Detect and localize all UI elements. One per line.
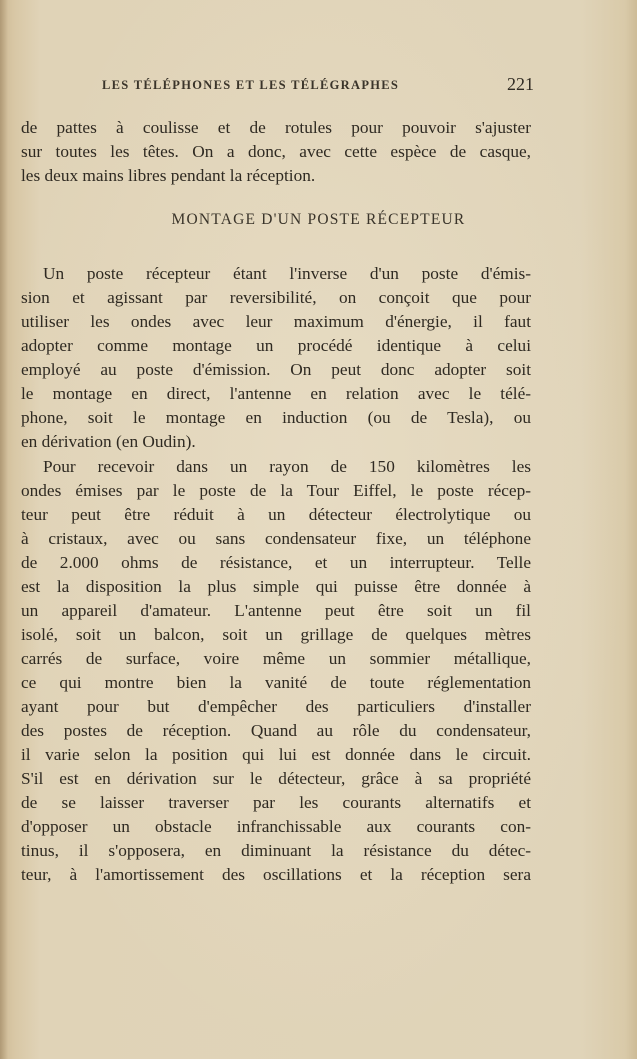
text-line: en dérivation (en Oudin). bbox=[21, 432, 196, 451]
text-line: de se laisser traverser par les courants alternatifs et bbox=[21, 793, 531, 812]
page-number: 221 bbox=[507, 74, 534, 94]
text-line: d'opposer un obstacle infranchissable aux courants con- bbox=[21, 817, 531, 836]
text-line: les deux mains libres pendant la réception. bbox=[21, 166, 316, 185]
text-line: tinus, il s'opposera, en diminuant la résistance du détec- bbox=[21, 841, 531, 860]
running-head: LES TÉLÉPHONES ET LES TÉLÉGRAPHES bbox=[102, 78, 400, 92]
text-line: S'il est en dérivation sur le détecteur, grâce à sa propriété bbox=[21, 769, 531, 788]
text-line: carrés de surface, voire même un sommier métallique, bbox=[21, 649, 531, 668]
text-line: sur toutes les têtes. On a donc, avec cette espèce de casque, bbox=[21, 142, 531, 161]
text-line: de 2.000 ohms de résistance, et un interrupteur. Telle bbox=[21, 553, 531, 572]
section-heading: MONTAGE D'UN POSTE RÉCEPTEUR bbox=[171, 211, 466, 228]
text-line: Un poste récepteur étant l'inverse d'un poste d'émis- bbox=[43, 264, 531, 283]
text-line: des postes de réception. Quand au rôle du condensateur, bbox=[21, 721, 531, 740]
text-line: Pour recevoir dans un rayon de 150 kilomètres les bbox=[43, 457, 531, 476]
text-line: ondes émises par le poste de la Tour Eiffel, le poste récep- bbox=[21, 481, 531, 500]
page-gutter-shadow bbox=[0, 0, 8, 1059]
text-line: le montage en direct, l'antenne en relation avec le télé- bbox=[21, 384, 531, 403]
text-line: de pattes à coulisse et de rotules pour pouvoir s'ajuster bbox=[21, 118, 531, 137]
text-line: un appareil d'amateur. L'antenne peut être soit un fil bbox=[21, 601, 531, 620]
text-line: employé au poste d'émission. On peut donc adopter soit bbox=[21, 360, 531, 379]
text-line: phone, soit le montage en induction (ou de Tesla), ou bbox=[21, 408, 531, 427]
text-line: teur peut être réduit à un détecteur électrolytique ou bbox=[21, 505, 531, 524]
text-line: adopter comme montage un procédé identique à celui bbox=[21, 336, 531, 355]
text-line: teur, à l'amortissement des oscillations et la réception sera bbox=[21, 865, 531, 884]
text-line: ce qui montre bien la vanité de toute réglementation bbox=[21, 673, 531, 692]
page-header bbox=[102, 74, 534, 98]
text-line: isolé, soit un balcon, soit un grillage de quelques mètres bbox=[21, 625, 531, 644]
text-line: ayant pour but d'empêcher des particuliers d'installer bbox=[21, 697, 531, 716]
text-line: il varie selon la position qui lui est donnée dans le circuit. bbox=[21, 745, 531, 764]
text-line: est la disposition la plus simple qui puisse être donnée à bbox=[21, 577, 531, 596]
text-line: utiliser les ondes avec leur maximum d'énergie, il faut bbox=[21, 312, 531, 331]
text-line: sion et agissant par reversibilité, on conçoit que pour bbox=[21, 288, 531, 307]
text-line: à cristaux, avec ou sans condensateur fixe, un téléphone bbox=[21, 529, 531, 548]
